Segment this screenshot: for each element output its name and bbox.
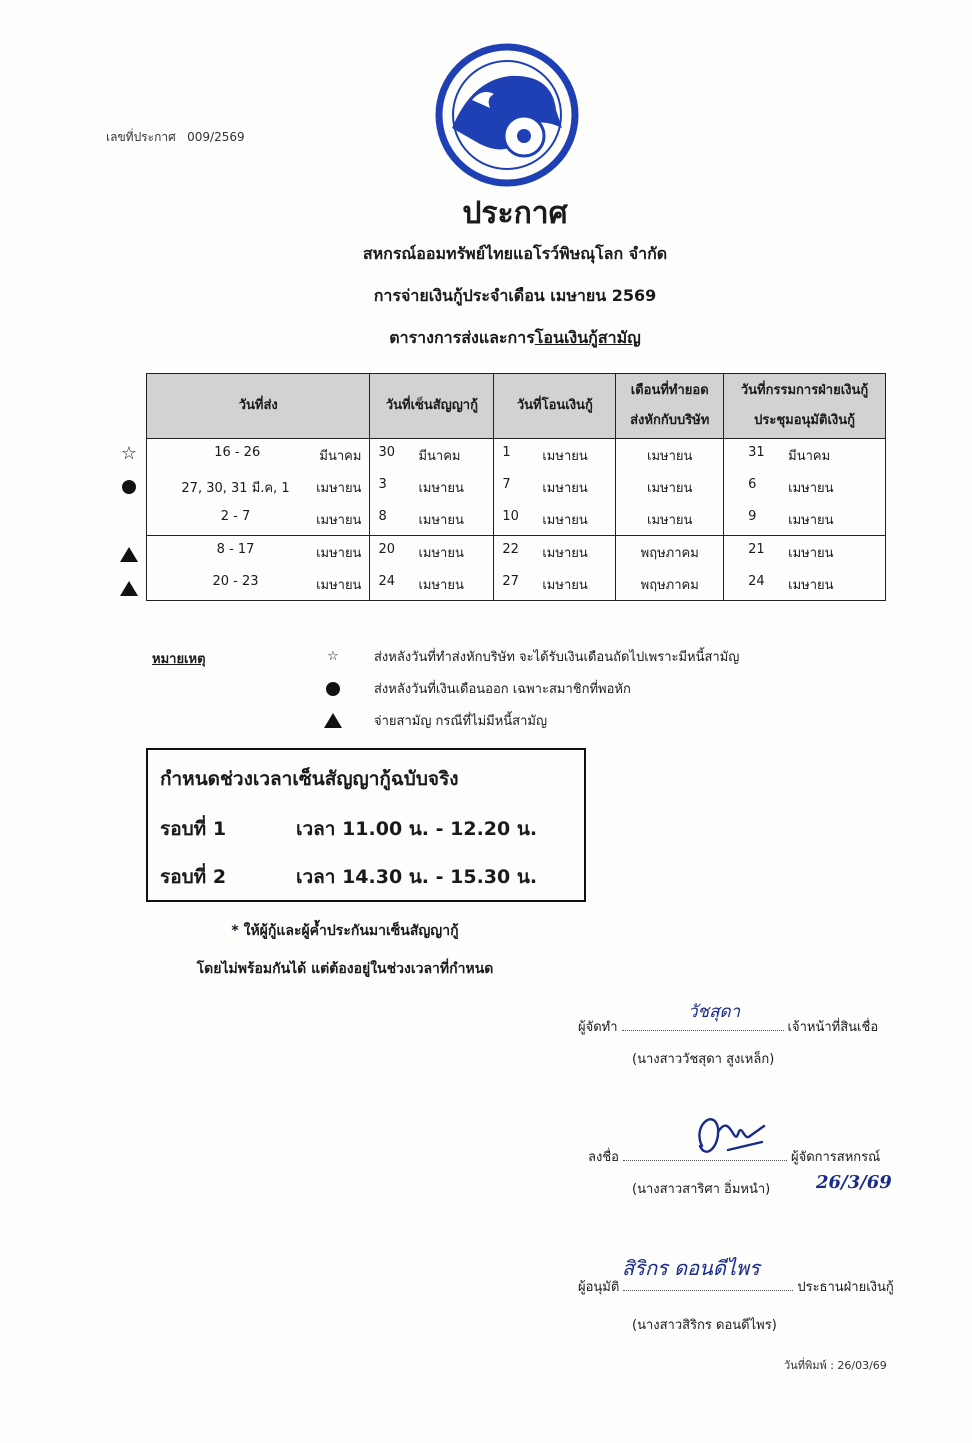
header-sign-date: วันที่เซ็นสัญญากู้ — [370, 374, 494, 439]
approved-role: ประธานฝ่ายเงินกู้ — [797, 1280, 894, 1295]
cell-day: 27 — [502, 573, 519, 589]
signed-row — [588, 1146, 880, 1167]
prepared-role: เจ้าหน้าที่สินเชื่อ — [787, 1020, 879, 1035]
signed-name: (นางสาวสาริศา อิ่มหนำ) — [632, 1182, 771, 1197]
cell-month: เมษายน — [788, 545, 834, 561]
note-dot — [318, 678, 631, 699]
prepared-row — [578, 1016, 878, 1037]
cell-day: 24 — [748, 573, 765, 589]
row-triangle-icon — [118, 581, 140, 596]
round-1-time: เวลา 11.00 น. - 12.20 น. — [296, 818, 538, 840]
printed-date: วันที่พิมพ์ : 26/03/69 — [784, 1359, 887, 1372]
note-triangle-text: จ่ายสามัญ กรณีที่ไม่มีหนี้สามัญ — [374, 714, 548, 729]
sign-date-cell — [370, 536, 494, 569]
note-dot-text: ส่งหลังวันที่เงินเดือนออก เฉพาะสมาชิกที่พอหัก — [374, 682, 631, 697]
row-star-icon: ☆ — [120, 443, 138, 464]
header-deduct-month — [616, 374, 724, 439]
round-2-time: เวลา 14.30 น. - 15.30 น. — [296, 866, 538, 888]
schedule-table — [146, 373, 886, 601]
table-row — [147, 439, 886, 472]
table-title-underlined: โอนเงินกู้สามัญ — [534, 328, 641, 347]
table-row — [147, 536, 886, 569]
cell-month: มีนาคม — [418, 448, 461, 464]
cell-month: เมษายน — [788, 512, 834, 528]
cell-day: 8 — [378, 508, 387, 524]
approved-row — [578, 1276, 894, 1297]
cell-day: 8 - 17 — [216, 541, 255, 557]
signed-role: ผู้จัดการสหกรณ์ — [790, 1150, 881, 1165]
cell-day: 20 - 23 — [212, 573, 259, 589]
cooperative-logo — [432, 40, 582, 190]
transfer-date-cell — [494, 568, 616, 601]
header-transfer-date: วันที่โอนเงินกู้ — [494, 374, 616, 439]
cell-day: 9 — [748, 508, 757, 524]
sign-date-cell — [370, 439, 494, 472]
deduct-month-cell: เมษายน — [616, 471, 724, 503]
cell-day: 22 — [502, 541, 519, 557]
cell-month: เมษายน — [542, 545, 588, 561]
cell-month: มีนาคม — [319, 448, 362, 464]
cell-month: เมษายน — [418, 577, 464, 593]
signing-time-title: กำหนดช่วงเวลาเซ็นสัญญากู้ฉบับจริง — [160, 768, 459, 790]
table-title — [0, 326, 972, 351]
page-title: ประกาศ — [462, 196, 568, 231]
bullet-dot-icon — [318, 682, 348, 696]
header-committee-date — [724, 374, 886, 439]
note-triangle — [318, 710, 547, 731]
round-1-label: รอบที่ 1 — [160, 818, 227, 840]
note-star — [318, 646, 739, 667]
sign-date-cell — [370, 568, 494, 601]
signed-label: ลงชื่อ — [588, 1150, 619, 1165]
header-committee-line1: วันที่กรรมการฝ่ายเงินกู้ — [740, 383, 869, 398]
round-2-label: รอบที่ 2 — [160, 866, 227, 888]
table-title-prefix: ตารางการส่งและการ — [389, 328, 535, 347]
cell-month: เมษายน — [788, 577, 834, 593]
cell-month: เมษายน — [542, 480, 588, 496]
cell-day: 31 — [748, 444, 765, 460]
cell-day: 27, 30, 31 มี.ค, 1 — [181, 480, 290, 496]
cell-month: เมษายน — [418, 512, 464, 528]
submit-date-cell — [147, 568, 370, 601]
submit-date-cell — [147, 503, 370, 536]
committee-date-cell — [724, 471, 886, 503]
deduct-month-cell: พฤษภาคม — [616, 568, 724, 601]
cell-day: 2 - 7 — [220, 508, 251, 524]
signed-date: 26/3/69 — [816, 1172, 892, 1193]
round-1 — [160, 814, 537, 844]
submit-date-cell — [147, 536, 370, 569]
header-submit-date: วันที่ส่ง — [147, 374, 370, 439]
cell-day: 7 — [502, 476, 511, 492]
transfer-date-cell — [494, 536, 616, 569]
instruction-line-1: * ให้ผู้กู้และผู้ค้ำประกันมาเซ็นสัญญากู้ — [231, 923, 459, 939]
cell-day: 6 — [748, 476, 757, 492]
note-star-text: ส่งหลังวันที่ทำส่งหักบริษัท จะได้รับเงินเดือนถัดไปเพราะมีหนี้สามัญ — [374, 650, 740, 665]
cell-month: เมษายน — [316, 512, 362, 528]
instruction-line-2: โดยไม่พร้อมกันได้ แต่ต้องอยู่ในช่วงเวลาที่กำหนด — [196, 961, 494, 977]
cell-month: เมษายน — [788, 480, 834, 496]
committee-date-cell — [724, 536, 886, 569]
subtitle: การจ่ายเงินกู้ประจำเดือน เมษายน 2569 — [373, 286, 657, 305]
transfer-date-cell — [494, 503, 616, 536]
header-deduct-month-line1: เดือนที่ทำยอด — [630, 383, 709, 398]
approved-label: ผู้อนุมัติ — [578, 1280, 620, 1295]
announcement-number-label: เลขที่ประกาศ — [106, 130, 176, 144]
cell-day: 20 — [378, 541, 395, 557]
cell-month: เมษายน — [418, 480, 464, 496]
committee-date-cell — [724, 439, 886, 472]
cell-day: 21 — [748, 541, 765, 557]
approved-name: (นางสาวสิริกร ดอนดีไพร) — [632, 1318, 777, 1333]
row-dot-icon — [118, 480, 140, 494]
sign-date-cell — [370, 471, 494, 503]
transfer-date-cell — [494, 471, 616, 503]
cell-day: 3 — [378, 476, 387, 492]
submit-date-cell — [147, 439, 370, 472]
round-2 — [160, 862, 537, 892]
table-row — [147, 503, 886, 536]
submit-date-cell — [147, 471, 370, 503]
signature-line — [623, 1278, 793, 1291]
organization-name: สหกรณ์ออมทรัพย์ไทยแอโรว์พิษณุโลก จำกัด — [362, 244, 668, 263]
signature-line — [623, 1148, 787, 1161]
header-deduct-month-line2: ส่งหักกับบริษัท — [630, 413, 710, 428]
cell-day: 30 — [378, 444, 395, 460]
cell-day: 10 — [502, 508, 519, 524]
notes-heading: หมายเหตุ — [152, 652, 206, 667]
cell-day: 24 — [378, 573, 395, 589]
deduct-month-cell: เมษายน — [616, 439, 724, 472]
prepared-label: ผู้จัดทำ — [578, 1020, 618, 1035]
row-triangle-icon — [118, 547, 140, 562]
signature-line — [622, 1018, 784, 1031]
header-committee-line2: ประชุมอนุมัติเงินกู้ — [754, 413, 855, 428]
table-row — [147, 471, 886, 503]
prepared-name: (นางสาววัชสุดา สูงเหล็ก) — [632, 1052, 775, 1067]
deduct-month-cell: พฤษภาคม — [616, 536, 724, 569]
announcement-number — [106, 128, 245, 147]
cell-month: เมษายน — [316, 480, 362, 496]
table-row — [147, 568, 886, 601]
deduct-month-cell: เมษายน — [616, 503, 724, 536]
cell-day: 1 — [502, 444, 511, 460]
sign-date-cell — [370, 503, 494, 536]
cell-month: เมษายน — [542, 448, 588, 464]
approver-signature: สิริกร ดอนดีไพร — [622, 1256, 760, 1280]
star-icon: ☆ — [327, 649, 339, 664]
committee-date-cell — [724, 568, 886, 601]
committee-date-cell — [724, 503, 886, 536]
cell-month: เมษายน — [418, 545, 464, 561]
cell-month: เมษายน — [316, 577, 362, 593]
announcement-number-value: 009/2569 — [187, 130, 245, 144]
triangle-icon — [318, 713, 348, 728]
signing-time-box — [146, 748, 586, 902]
cell-day: 16 - 26 — [214, 444, 261, 460]
table-header-row — [147, 374, 886, 439]
cell-month: เมษายน — [316, 545, 362, 561]
cell-month: เมษายน — [542, 577, 588, 593]
prepared-signature: วัชสุดา — [688, 1002, 741, 1022]
transfer-date-cell — [494, 439, 616, 472]
cell-month: มีนาคม — [788, 448, 831, 464]
cell-month: เมษายน — [542, 512, 588, 528]
